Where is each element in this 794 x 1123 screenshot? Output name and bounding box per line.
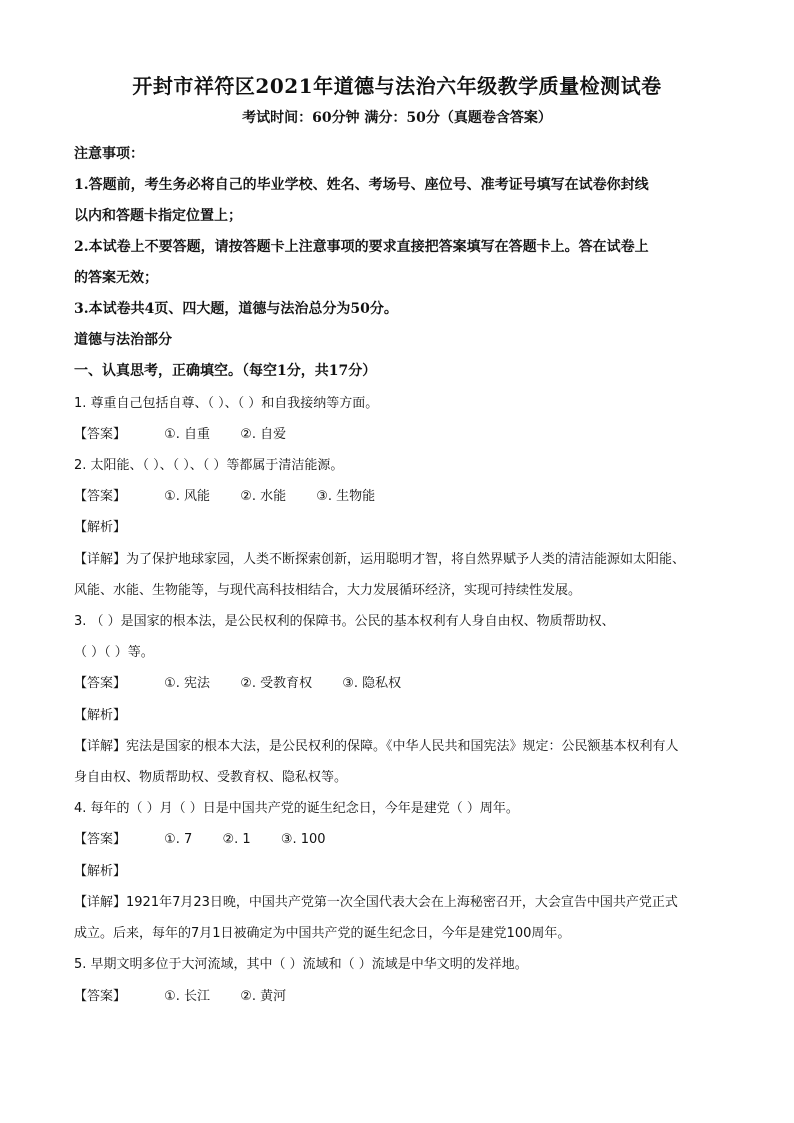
notice-item-2: 2.本试卷上不要答题，请按答题卡上注意事项的要求直接把答案填写在答题卡上。答在试卷上 <box>74 239 649 255</box>
answer-option: ①. 宪法 <box>164 676 211 691</box>
answer-option: ①. 风能 <box>164 489 211 504</box>
detail-2: 【详解】为了保护地球家园，人类不断探索创新，运用聪明才智，将自然界赋予人类的清洁能源如太阳能、 <box>74 552 686 567</box>
analysis-tag-3: 【解析】 <box>74 708 127 723</box>
question-3-cont: （ ）（ ）等。 <box>74 645 154 660</box>
question-3: 3. （ ）是国家的根本法，是公民权利的保障书。公民的基本权利有人身自由权、物质帮助权、 <box>74 614 615 629</box>
answer-option: ②. 黄河 <box>240 989 287 1004</box>
answer-option: ①. 7 <box>164 832 193 847</box>
analysis-tag-2: 【解析】 <box>74 520 127 535</box>
answer-row-1 <box>74 423 312 442</box>
notice-item-1-cont: 以内和答题卡指定位置上； <box>74 208 242 224</box>
answer-tag: 【答案】 <box>74 832 127 847</box>
notice-item-2-cont: 的答案无效； <box>74 270 158 286</box>
analysis-tag-4: 【解析】 <box>74 864 127 879</box>
notice-item-3: 3.本试卷共4页、四大题，道德与法治总分为50分。 <box>74 301 398 317</box>
answer-option: ②. 受教育权 <box>240 676 313 691</box>
answer-option: ②. 自爱 <box>240 427 287 442</box>
detail-4-cont: 成立。后来，每年的7月1日被确定为中国共产党的诞生纪念日，今年是建党100周年。 <box>74 926 571 941</box>
section-heading: 一、认真思考，正确填空。（每空1分，共17分） <box>74 363 377 379</box>
question-1: 1. 尊重自己包括自尊、（ ）、（ ）和自我接纳等方面。 <box>74 396 379 411</box>
answer-option: ③. 100 <box>280 832 326 847</box>
answer-option: ③. 生物能 <box>316 489 376 504</box>
detail-2-cont: 风能、水能、生物能等，与现代高科技相结合，大力发展循环经济，实现可持续性发展。 <box>74 583 582 598</box>
answer-row-5 <box>74 985 312 1004</box>
exam-info: 考试时间：60分钟 满分：50分（真题卷含答案） <box>242 110 552 126</box>
answer-option: ①. 自重 <box>164 427 211 442</box>
answer-tag: 【答案】 <box>74 676 127 691</box>
page-title: 开封市祥符区2021年道德与法治六年级教学质量检测试卷 <box>132 74 662 98</box>
answer-row-2 <box>74 485 401 504</box>
part-title: 道德与法治部分 <box>74 332 172 348</box>
answer-row-3 <box>74 672 427 691</box>
answer-tag: 【答案】 <box>74 989 127 1004</box>
answer-option: ②. 水能 <box>240 489 287 504</box>
detail-3: 【详解】宪法是国家的根本大法，是公民权利的保障。《中华人民共和国宪法》规定：公民额基本权利有人 <box>74 739 679 754</box>
answer-option: ①. 长江 <box>164 989 211 1004</box>
answer-option: ②. 1 <box>222 832 251 847</box>
answer-tag: 【答案】 <box>74 427 127 442</box>
detail-4: 【详解】1921年7月23日晚，中国共产党第一次全国代表大会在上海秘密召开，大会宣告中国共产党正式 <box>74 895 678 910</box>
question-5: 5. 早期文明多位于大河流域，其中（ ）流域和（ ）流域是中华文明的发祥地。 <box>74 957 528 972</box>
answer-option: ③. 隐私权 <box>342 676 402 691</box>
notice-heading: 注意事项： <box>74 146 144 162</box>
answer-row-4 <box>74 828 352 847</box>
question-4: 4. 每年的（ ）月（ ）日是中国共产党的诞生纪念日，今年是建党（ ）周年。 <box>74 801 519 816</box>
answer-tag: 【答案】 <box>74 489 127 504</box>
notice-item-1: 1.答题前，考生务必将自己的毕业学校、姓名、考场号、座位号、准考证号填写在试卷你封线 <box>74 177 649 193</box>
detail-3-cont: 身自由权、物质帮助权、受教育权、隐私权等。 <box>74 770 348 785</box>
question-2: 2. 太阳能、（ ）、（ ）、（ ）等都属于清洁能源。 <box>74 458 344 473</box>
